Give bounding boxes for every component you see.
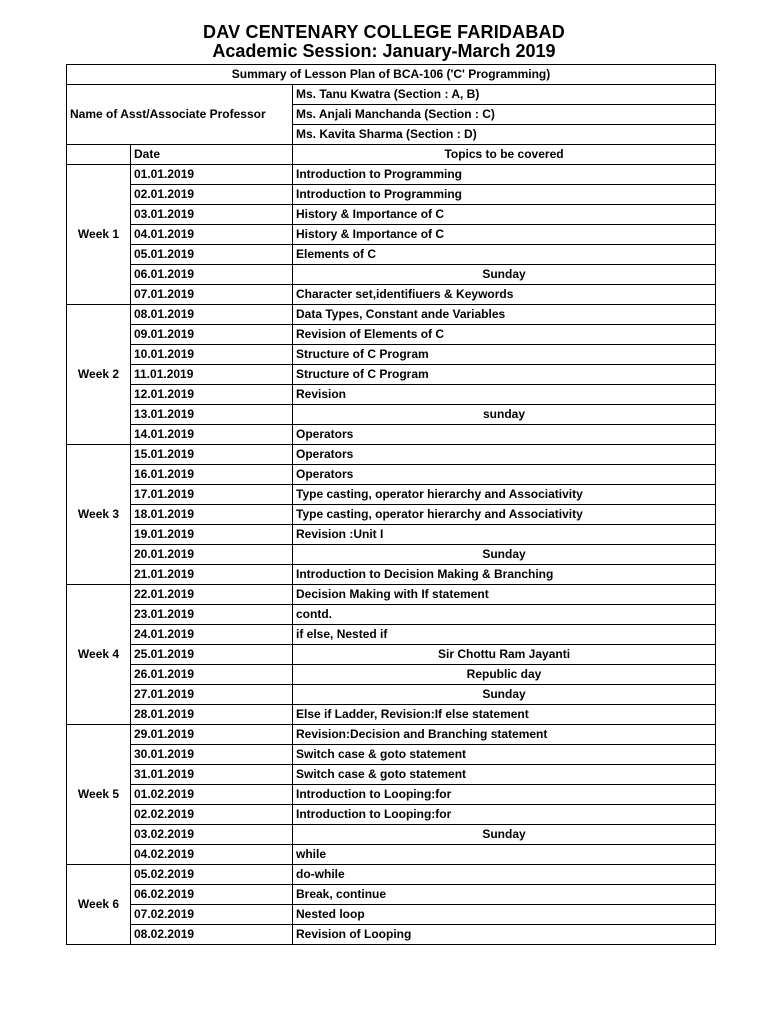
date-cell: 04.02.2019 [131, 845, 293, 865]
date-cell: 29.01.2019 [131, 725, 293, 745]
table-row [67, 745, 716, 765]
topic-cell: Revision of Elements of C [293, 325, 716, 345]
table-row [67, 845, 716, 865]
topic-cell: Switch case & goto statement [293, 765, 716, 785]
date-cell: 11.01.2019 [131, 365, 293, 385]
table-row [67, 585, 716, 605]
topic-cell: Break, continue [293, 885, 716, 905]
column-header-row [67, 145, 716, 165]
table-row [67, 305, 716, 325]
topic-cell: Revision of Looping [293, 925, 716, 945]
date-cell: 04.01.2019 [131, 225, 293, 245]
week-label: Week 2 [67, 305, 131, 445]
topic-cell: Decision Making with If statement [293, 585, 716, 605]
date-cell: 18.01.2019 [131, 505, 293, 525]
date-cell: 08.01.2019 [131, 305, 293, 325]
topic-cell: Character set,identifiuers & Keywords [293, 285, 716, 305]
week-label: Week 3 [67, 445, 131, 585]
table-row [67, 185, 716, 205]
table-row [67, 505, 716, 525]
date-cell: 17.01.2019 [131, 485, 293, 505]
topic-cell: Structure of C Program [293, 365, 716, 385]
table-row [67, 485, 716, 505]
week-column-header [67, 145, 131, 165]
topic-cell: Introduction to Looping:for [293, 805, 716, 825]
date-cell: 12.01.2019 [131, 385, 293, 405]
date-cell: 30.01.2019 [131, 745, 293, 765]
date-cell: 05.02.2019 [131, 865, 293, 885]
date-cell: 09.01.2019 [131, 325, 293, 345]
table-row [67, 345, 716, 365]
table-row [67, 725, 716, 745]
summary-title: Summary of Lesson Plan of BCA-106 ('C' Programming) [67, 65, 716, 85]
summary-row [67, 65, 716, 85]
topic-cell: Operators [293, 425, 716, 445]
topic-cell: History & Importance of C [293, 225, 716, 245]
date-cell: 24.01.2019 [131, 625, 293, 645]
topic-column-header: Topics to be covered [293, 145, 716, 165]
date-cell: 08.02.2019 [131, 925, 293, 945]
table-row [67, 865, 716, 885]
date-cell: 07.01.2019 [131, 285, 293, 305]
table-row [67, 365, 716, 385]
topic-cell: do-while [293, 865, 716, 885]
table-row [67, 545, 716, 565]
topic-cell: Introduction to Programming [293, 185, 716, 205]
table-row [67, 605, 716, 625]
table-row [67, 685, 716, 705]
table-row [67, 645, 716, 665]
date-cell: 06.02.2019 [131, 885, 293, 905]
topic-cell: sunday [293, 405, 716, 425]
lesson-plan-table [66, 64, 716, 945]
session-title: Academic Session: January-March 2019 [212, 41, 556, 61]
date-cell: 25.01.2019 [131, 645, 293, 665]
topic-cell: Elements of C [293, 245, 716, 265]
topic-cell: Type casting, operator hierarchy and Associativity [293, 505, 716, 525]
professor-row [67, 85, 716, 105]
topic-cell: Sunday [293, 825, 716, 845]
date-cell: 01.01.2019 [131, 165, 293, 185]
table-row [67, 885, 716, 905]
date-cell: 02.01.2019 [131, 185, 293, 205]
topic-cell: while [293, 845, 716, 865]
topic-cell: Structure of C Program [293, 345, 716, 365]
college-title: DAV CENTENARY COLLEGE FARIDABAD [203, 22, 565, 42]
week-label: Week 6 [67, 865, 131, 945]
table-row [67, 805, 716, 825]
date-cell: 27.01.2019 [131, 685, 293, 705]
table-row [67, 385, 716, 405]
date-cell: 26.01.2019 [131, 665, 293, 685]
topic-cell: Introduction to Programming [293, 165, 716, 185]
table-row [67, 325, 716, 345]
topic-cell: Nested loop [293, 905, 716, 925]
date-cell: 23.01.2019 [131, 605, 293, 625]
topic-cell: Introduction to Decision Making & Branching [293, 565, 716, 585]
topic-cell: Revision:Decision and Branching statement [293, 725, 716, 745]
table-row [67, 565, 716, 585]
topic-cell: Type casting, operator hierarchy and Associativity [293, 485, 716, 505]
topic-cell: Switch case & goto statement [293, 745, 716, 765]
topic-cell: Operators [293, 445, 716, 465]
professor-label: Name of Asst/Associate Professor [67, 85, 293, 145]
table-row [67, 165, 716, 185]
topic-cell: if else, Nested if [293, 625, 716, 645]
table-row [67, 285, 716, 305]
week-label: Week 1 [67, 165, 131, 305]
date-cell: 28.01.2019 [131, 705, 293, 725]
date-cell: 20.01.2019 [131, 545, 293, 565]
topic-cell: Else if Ladder, Revision:If else statement [293, 705, 716, 725]
table-row [67, 265, 716, 285]
date-cell: 03.02.2019 [131, 825, 293, 845]
table-row [67, 765, 716, 785]
date-column-header: Date [131, 145, 293, 165]
table-row [67, 665, 716, 685]
topic-cell: Sir Chottu Ram Jayanti [293, 645, 716, 665]
table-row [67, 205, 716, 225]
topic-cell: Sunday [293, 545, 716, 565]
week-label: Week 5 [67, 725, 131, 865]
topic-cell: Operators [293, 465, 716, 485]
table-row [67, 405, 716, 425]
topic-cell: History & Importance of C [293, 205, 716, 225]
date-cell: 22.01.2019 [131, 585, 293, 605]
table-row [67, 785, 716, 805]
topic-cell: Sunday [293, 685, 716, 705]
professor-name: Ms. Anjali Manchanda (Section : C) [293, 105, 716, 125]
table-row [67, 245, 716, 265]
table-row [67, 225, 716, 245]
date-cell: 31.01.2019 [131, 765, 293, 785]
week-label: Week 4 [67, 585, 131, 725]
table-row [67, 445, 716, 465]
topic-cell: Sunday [293, 265, 716, 285]
date-cell: 03.01.2019 [131, 205, 293, 225]
topic-cell: Revision :Unit I [293, 525, 716, 545]
professor-name: Ms. Kavita Sharma (Section : D) [293, 125, 716, 145]
date-cell: 01.02.2019 [131, 785, 293, 805]
table-row [67, 625, 716, 645]
date-cell: 10.01.2019 [131, 345, 293, 365]
topic-cell: Republic day [293, 665, 716, 685]
table-row [67, 905, 716, 925]
date-cell: 14.01.2019 [131, 425, 293, 445]
date-cell: 19.01.2019 [131, 525, 293, 545]
date-cell: 15.01.2019 [131, 445, 293, 465]
date-cell: 13.01.2019 [131, 405, 293, 425]
table-row [67, 925, 716, 945]
topic-cell: Introduction to Looping:for [293, 785, 716, 805]
table-row [67, 825, 716, 845]
table-row [67, 705, 716, 725]
table-row [67, 525, 716, 545]
date-cell: 05.01.2019 [131, 245, 293, 265]
date-cell: 06.01.2019 [131, 265, 293, 285]
table-row [67, 425, 716, 445]
topic-cell: contd. [293, 605, 716, 625]
topic-cell: Revision [293, 385, 716, 405]
date-cell: 16.01.2019 [131, 465, 293, 485]
table-row [67, 465, 716, 485]
date-cell: 21.01.2019 [131, 565, 293, 585]
date-cell: 07.02.2019 [131, 905, 293, 925]
professor-name: Ms. Tanu Kwatra (Section : A, B) [293, 85, 716, 105]
date-cell: 02.02.2019 [131, 805, 293, 825]
topic-cell: Data Types, Constant ande Variables [293, 305, 716, 325]
